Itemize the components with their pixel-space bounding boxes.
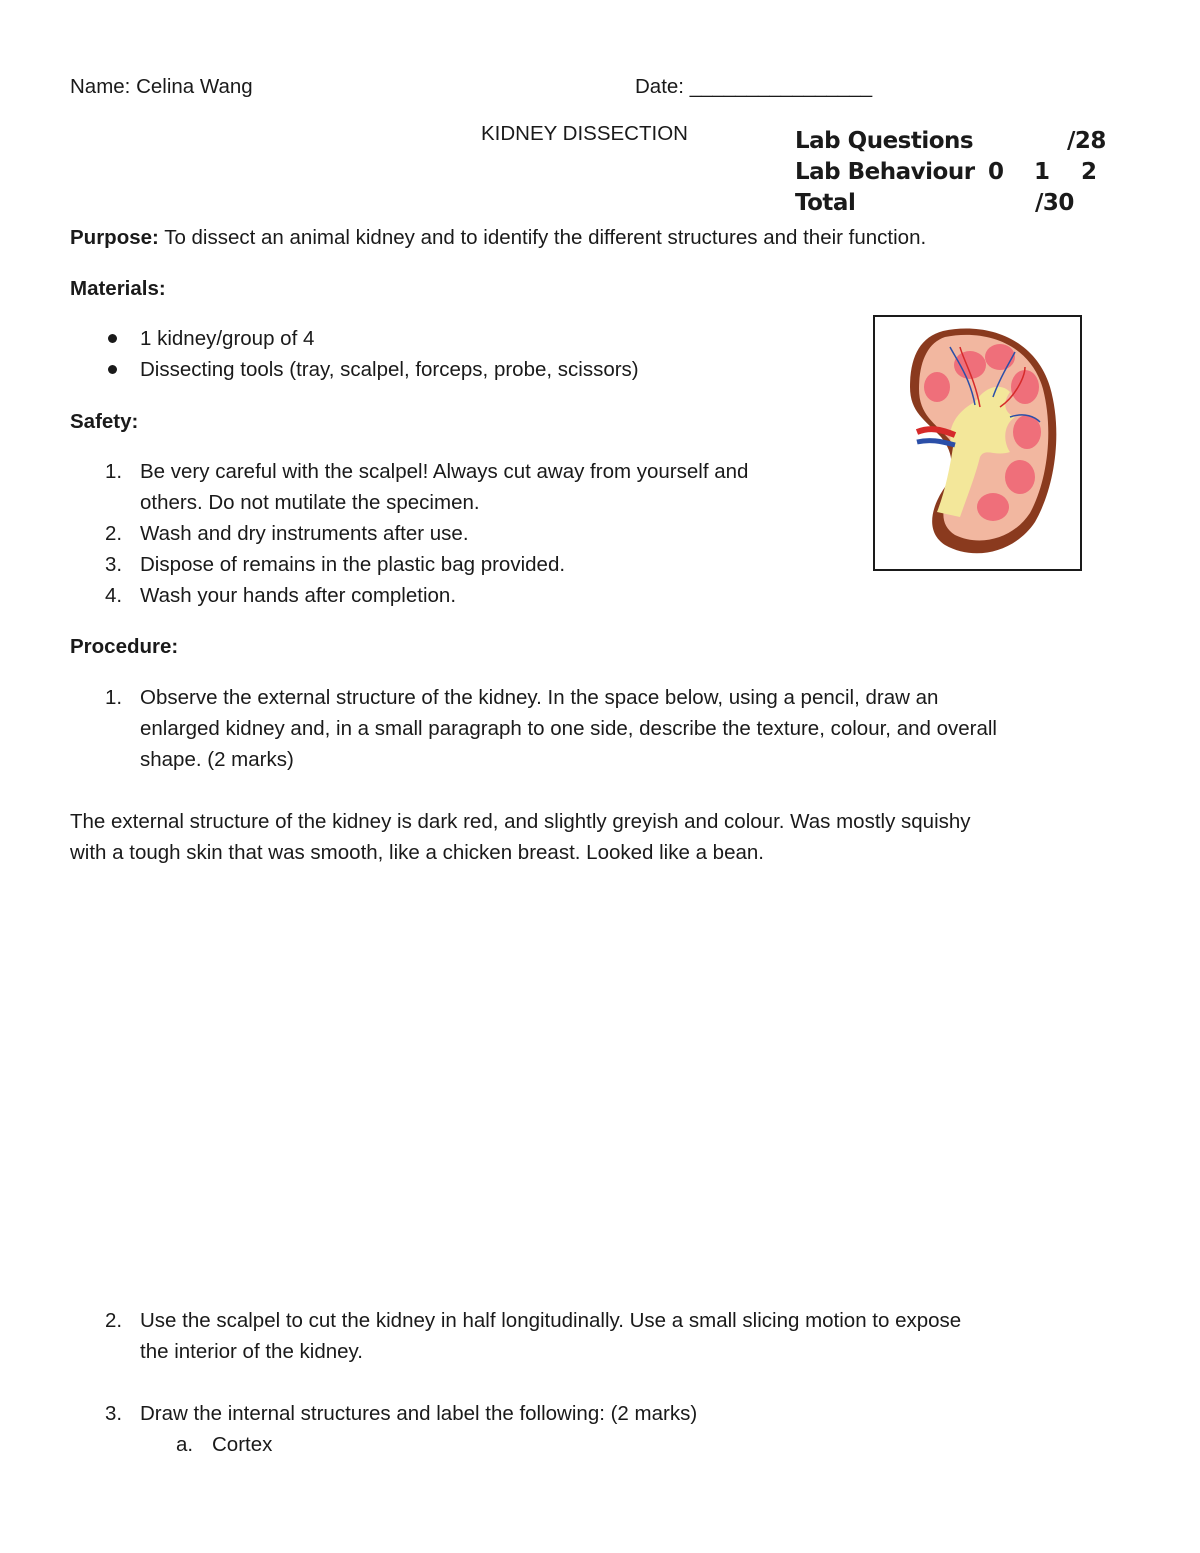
list-number: 3. bbox=[105, 1402, 123, 1425]
grade-label: Lab Questions bbox=[795, 128, 974, 154]
list-item: shape. (2 marks) bbox=[140, 748, 294, 771]
list-item: Draw the internal structures and label the following: (2 marks) bbox=[140, 1402, 698, 1425]
sub-list-item: Cortex bbox=[212, 1433, 273, 1456]
purpose-label: Purpose: bbox=[70, 226, 159, 249]
purpose-text: To dissect an animal kidney and to identify the different structures and their function. bbox=[164, 226, 927, 249]
list-number: 3. bbox=[105, 553, 123, 576]
kidney-diagram bbox=[873, 315, 1082, 571]
bullet-icon bbox=[108, 334, 117, 343]
list-number: 4. bbox=[105, 584, 123, 607]
grade-label: Total bbox=[795, 190, 856, 216]
student-name: Name: Celina Wang bbox=[70, 75, 253, 98]
grade-value: /30 bbox=[1035, 190, 1074, 216]
grade-label: Lab Behaviour bbox=[795, 159, 975, 185]
list-item: Wash your hands after completion. bbox=[140, 584, 457, 607]
answer-text: with a tough skin that was smooth, like a chicken breast. Looked like a bean. bbox=[70, 841, 764, 864]
list-item: Dissecting tools (tray, scalpel, forceps, probe, scissors) bbox=[140, 358, 639, 381]
list-number: 2. bbox=[105, 1309, 123, 1332]
list-number: 1. bbox=[105, 686, 123, 709]
date-field: Date: ________________ bbox=[635, 75, 873, 98]
grade-score: 1 bbox=[1034, 159, 1050, 185]
grade-score: 0 bbox=[988, 159, 1004, 185]
grade-row-total bbox=[795, 188, 1105, 219]
grade-row-questions bbox=[795, 126, 1105, 157]
list-item: Dispose of remains in the plastic bag provided. bbox=[140, 553, 566, 576]
sub-list-letter: a. bbox=[176, 1433, 194, 1456]
grade-row-behaviour bbox=[795, 157, 1105, 188]
answer-text: The external structure of the kidney is dark red, and slightly greyish and colour. Was mostly squishy bbox=[70, 810, 971, 833]
list-item: 1 kidney/group of 4 bbox=[140, 327, 315, 350]
list-number: 2. bbox=[105, 522, 123, 545]
purpose-line bbox=[70, 222, 926, 253]
page-title: KIDNEY DISSECTION bbox=[481, 122, 688, 145]
safety-label: Safety: bbox=[70, 410, 139, 433]
list-item: Observe the external structure of the kidney. In the space below, using a pencil, draw an bbox=[140, 686, 939, 709]
bullet-icon bbox=[108, 365, 117, 374]
grading-box bbox=[795, 126, 1105, 219]
list-item: Be very careful with the scalpel! Always cut away from yourself and bbox=[140, 460, 749, 483]
list-number: 1. bbox=[105, 460, 123, 483]
list-item: Use the scalpel to cut the kidney in half longitudinally. Use a small slicing motion to expose bbox=[140, 1309, 962, 1332]
procedure-label: Procedure: bbox=[70, 635, 179, 658]
list-item: Wash and dry instruments after use. bbox=[140, 522, 469, 545]
grade-value: /28 bbox=[1067, 128, 1106, 154]
list-item: the interior of the kidney. bbox=[140, 1340, 363, 1363]
materials-label: Materials: bbox=[70, 277, 166, 300]
list-item: others. Do not mutilate the specimen. bbox=[140, 491, 480, 514]
grade-score: 2 bbox=[1081, 159, 1097, 185]
list-item: enlarged kidney and, in a small paragraph to one side, describe the texture, colour, and overall bbox=[140, 717, 997, 740]
